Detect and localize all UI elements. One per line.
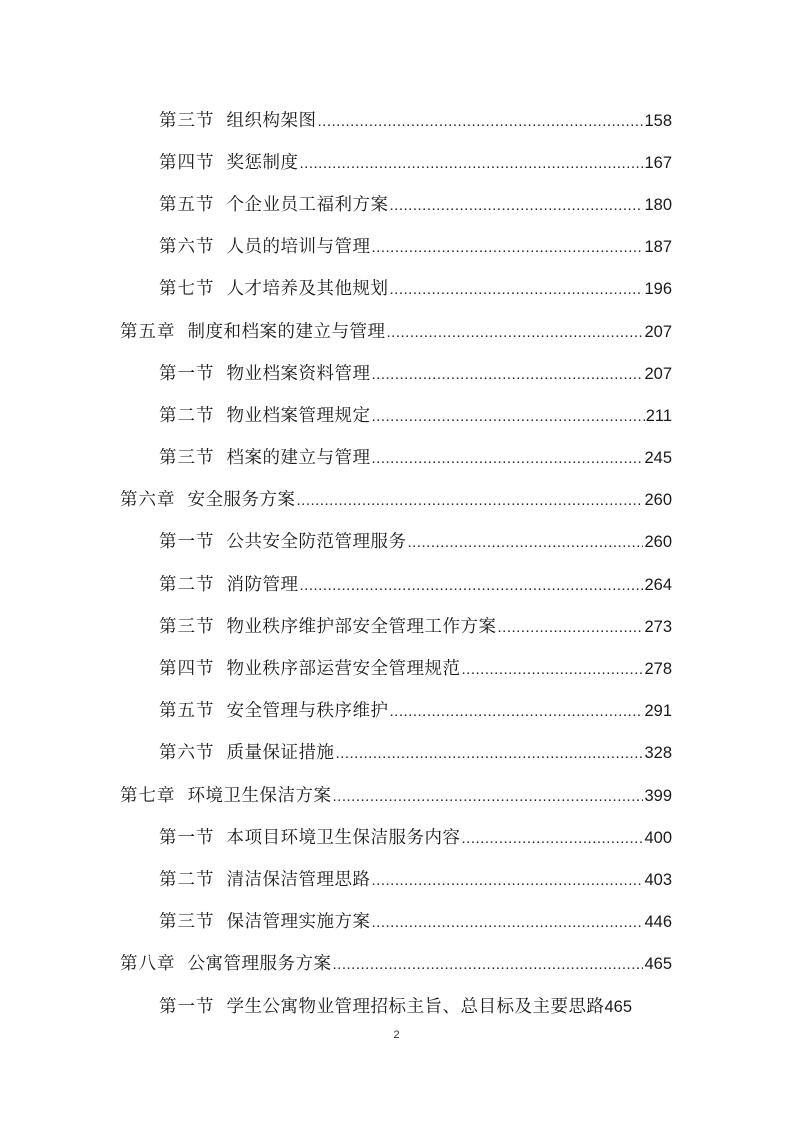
toc-entry-line (120, 486, 672, 511)
toc-entry-title: 安全服务方案 (187, 490, 296, 511)
dot-leader (390, 281, 644, 298)
toc-entry-line (159, 360, 672, 385)
toc-entry-title: 档案的建立与管理 (226, 448, 371, 469)
toc-entry-title: 人才培养及其他规划 (226, 279, 389, 300)
toc-entry-title: 本项目环境卫生保洁服务内容 (226, 827, 461, 848)
toc-entry-page: 264 (644, 575, 672, 594)
toc-entry-line (159, 444, 672, 469)
toc-entry-section[interactable] (0, 857, 793, 899)
toc-entry-title: 物业档案管理规定 (226, 405, 371, 426)
toc-entry-page: 399 (644, 786, 672, 805)
toc-entry-title: 物业秩序维护部安全管理工作方案 (226, 616, 497, 637)
toc-entry-line (159, 528, 672, 553)
toc-entry-chapter[interactable] (0, 478, 793, 520)
dot-leader (372, 366, 644, 383)
toc-entry-title: 人员的培训与管理 (226, 237, 371, 258)
toc-entry-title: 物业秩序部运营安全管理规范 (226, 659, 461, 680)
toc-entry-page: 403 (644, 870, 672, 889)
toc-entry-line (159, 908, 672, 933)
toc-entry-number: 第六节 (159, 743, 215, 764)
dot-leader (408, 534, 644, 551)
toc-entry-page: 207 (644, 322, 672, 341)
toc-entry-title: 保洁管理实施方案 (226, 912, 371, 933)
toc-entry-title: 质量保证措施 (226, 743, 335, 764)
toc-entry-title: 清洁保洁管理思路 (226, 869, 371, 890)
dot-leader (372, 872, 644, 889)
dot-leader (318, 113, 644, 130)
dot-leader (372, 239, 644, 256)
toc-entry-page: 273 (644, 617, 672, 636)
table-of-contents (0, 98, 793, 1026)
toc-entry-page: 207 (644, 364, 672, 383)
toc-entry-page: 260 (644, 491, 672, 510)
toc-entry-section[interactable] (0, 815, 793, 857)
toc-entry-page: 400 (644, 828, 672, 847)
toc-entry-number: 第一节 (159, 996, 215, 1017)
dot-leader (390, 197, 644, 214)
toc-entry-page: 446 (644, 913, 672, 932)
dot-leader (387, 324, 644, 341)
toc-entry-title: 公寓管理服务方案 (187, 954, 332, 975)
toc-entry-section[interactable] (0, 351, 793, 393)
dot-leader (462, 661, 644, 678)
toc-entry-line (120, 318, 672, 343)
toc-entry-number: 第一节 (159, 532, 215, 553)
toc-entry-line (159, 824, 672, 849)
toc-entry-page: 465 (644, 955, 672, 974)
toc-entry-section[interactable] (0, 140, 793, 182)
toc-entry-title: 奖惩制度 (226, 152, 299, 173)
toc-entry-number: 第三节 (159, 448, 215, 469)
toc-entry-section[interactable] (0, 98, 793, 140)
toc-entry-page: 187 (644, 238, 672, 257)
toc-entry-page: 245 (644, 449, 672, 468)
toc-entry-page: 328 (644, 744, 672, 763)
toc-entry-line (159, 107, 672, 132)
toc-entry-title: 学生公寓物业管理招标主旨、总目标及主要思路 (226, 996, 605, 1017)
toc-entry-section[interactable] (0, 393, 793, 435)
toc-entry-number: 第五章 (120, 321, 176, 342)
toc-entry-title: 个企业员工福利方案 (226, 194, 389, 215)
toc-entry-title: 组织构架图 (226, 110, 317, 131)
toc-entry-number: 第二节 (159, 574, 215, 595)
toc-entry-section[interactable] (0, 731, 793, 773)
toc-entry-number: 第四节 (159, 152, 215, 173)
toc-entry-line (159, 993, 672, 1018)
toc-entry-number: 第三节 (159, 912, 215, 933)
toc-entry-chapter[interactable] (0, 773, 793, 815)
dot-leader (300, 577, 644, 594)
toc-entry-section[interactable] (0, 520, 793, 562)
toc-entry-number: 第四节 (159, 659, 215, 680)
dot-leader (372, 408, 645, 425)
toc-entry-page: 260 (644, 533, 672, 552)
dot-leader (300, 155, 644, 172)
toc-entry-number: 第五节 (159, 701, 215, 722)
toc-entry-title: 安全管理与秩序维护 (226, 701, 389, 722)
toc-entry-title: 物业档案资料管理 (226, 363, 371, 384)
dot-leader (372, 914, 644, 931)
toc-entry-line (120, 782, 672, 807)
dot-leader (390, 703, 644, 720)
page-number: 2 (393, 1029, 400, 1041)
dot-leader (498, 619, 644, 636)
toc-entry-number: 第二节 (159, 869, 215, 890)
toc-entry-number: 第五节 (159, 194, 215, 215)
toc-entry-page: 180 (644, 195, 672, 214)
toc-entry-line (159, 233, 672, 258)
dot-leader (336, 745, 644, 762)
toc-entry-line (159, 866, 672, 891)
toc-entry-section[interactable] (0, 646, 793, 688)
toc-entry-page: 167 (644, 153, 672, 172)
toc-entry-title: 环境卫生保洁方案 (187, 785, 332, 806)
toc-entry-number: 第三节 (159, 110, 215, 131)
toc-entry-number: 第二节 (159, 405, 215, 426)
toc-entry-number: 第六章 (120, 490, 176, 511)
dot-leader (297, 492, 644, 509)
dot-leader (333, 788, 644, 805)
toc-entry-page: 196 (644, 280, 672, 299)
toc-entry-title: 公共安全防范管理服务 (226, 532, 407, 553)
toc-entry-section[interactable] (0, 267, 793, 309)
toc-entry-number: 第七节 (159, 279, 215, 300)
toc-entry-section[interactable] (0, 182, 793, 224)
toc-entry-line (159, 402, 672, 427)
toc-entry-page: 465 (604, 997, 633, 1016)
toc-entry-section[interactable] (0, 562, 793, 604)
toc-entry-section[interactable] (0, 225, 793, 267)
toc-entry-number: 第三节 (159, 616, 215, 637)
toc-entry-line (159, 739, 672, 764)
toc-entry-chapter[interactable] (0, 309, 793, 351)
toc-entry-chapter[interactable] (0, 942, 793, 984)
toc-entry-section[interactable] (0, 984, 793, 1026)
toc-entry-number: 第六节 (159, 237, 215, 258)
toc-entry-section[interactable] (0, 604, 793, 646)
toc-entry-number: 第八章 (120, 954, 176, 975)
toc-entry-page: 291 (644, 702, 672, 721)
toc-entry-page: 158 (644, 111, 672, 130)
dot-leader (372, 450, 644, 467)
dot-leader (462, 830, 644, 847)
toc-entry-number: 第一节 (159, 827, 215, 848)
toc-entry-title: 消防管理 (226, 574, 299, 595)
toc-entry-line (159, 613, 672, 638)
toc-entry-page: 278 (644, 660, 672, 679)
toc-entry-line (159, 275, 672, 300)
toc-entry-section[interactable] (0, 900, 793, 942)
toc-entry-section[interactable] (0, 689, 793, 731)
toc-entry-title: 制度和档案的建立与管理 (187, 321, 386, 342)
toc-entry-number: 第七章 (120, 785, 176, 806)
toc-entry-line (159, 149, 672, 174)
dot-leader (333, 956, 644, 973)
toc-entry-line (159, 697, 672, 722)
toc-entry-line (159, 655, 672, 680)
toc-entry-page: 211 (645, 406, 672, 425)
toc-entry-line (159, 571, 672, 596)
toc-entry-line (159, 191, 672, 216)
toc-entry-line (120, 950, 672, 975)
toc-entry-number: 第一节 (159, 363, 215, 384)
toc-entry-section[interactable] (0, 436, 793, 478)
